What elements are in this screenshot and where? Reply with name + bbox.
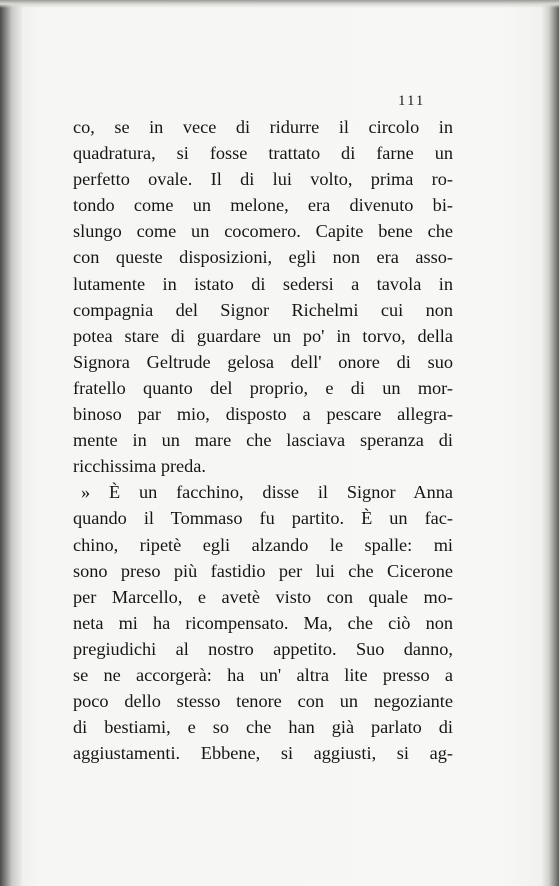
text-line: ricchissima preda. (73, 456, 206, 477)
text-line: pregiudichi al nostro appetito. Suo danno, (73, 638, 453, 659)
text-line: binoso par mio, disposto a pescare allegra- (73, 404, 453, 425)
text-line: per Marcello, e avetè visto con quale mo- (73, 586, 453, 607)
text-line: neta mi ha ricompensato. Ma, che ciò non (73, 612, 453, 633)
page-top-shadow (0, 0, 559, 8)
text-line: chino, ripetè egli alzando le spalle: mi (73, 534, 453, 555)
text-line: potea stare di guardare un po' in torvo, della (73, 325, 453, 346)
text-line: con queste disposizioni, egli non era asso- (73, 247, 453, 268)
text-line: quadratura, si fosse trattato di farne un (73, 143, 453, 164)
text-line: perfetto ovale. Il di lui volto, prima ro- (73, 169, 453, 190)
text-line: lutamente in istato di sedersi a tavola in (73, 273, 453, 294)
page-number: 111 (398, 93, 426, 109)
text-line: se ne accorgerà: ha un' altra lite presso a (73, 664, 453, 685)
page-binding-shadow (0, 0, 22, 886)
text-line: co, se in vece di ridurre il circolo in (73, 117, 453, 137)
text-line: sono preso più fastidio per lui che Cicerone (73, 560, 453, 581)
page-edge-shadow (541, 0, 559, 886)
text-line: di bestiami, e so che han già parlato di (73, 717, 453, 738)
text-line: fratello quanto del proprio, e di un mor- (73, 377, 453, 398)
text-line: slungo come un cocomero. Capite bene che (73, 221, 453, 242)
text-line: Signora Geltrude gelosa dell' onore di suo (73, 351, 453, 372)
text-line: aggiustamenti. Ebbene, si aggiusti, si ag- (73, 743, 453, 764)
text-line: tondo come un melone, era divenuto bi- (73, 195, 453, 216)
body-text (73, 114, 453, 766)
text-line: mente in un mare che lasciava speranza di (73, 430, 453, 451)
text-line: quando il Tommaso fu partito. È un fac- (73, 508, 453, 529)
text-line: » È un facchino, disse il Signor Anna (81, 482, 453, 503)
text-line: poco dello stesso tenore con un negoziante (73, 691, 453, 712)
text-line: compagnia del Signor Richelmi cui non (73, 299, 453, 320)
